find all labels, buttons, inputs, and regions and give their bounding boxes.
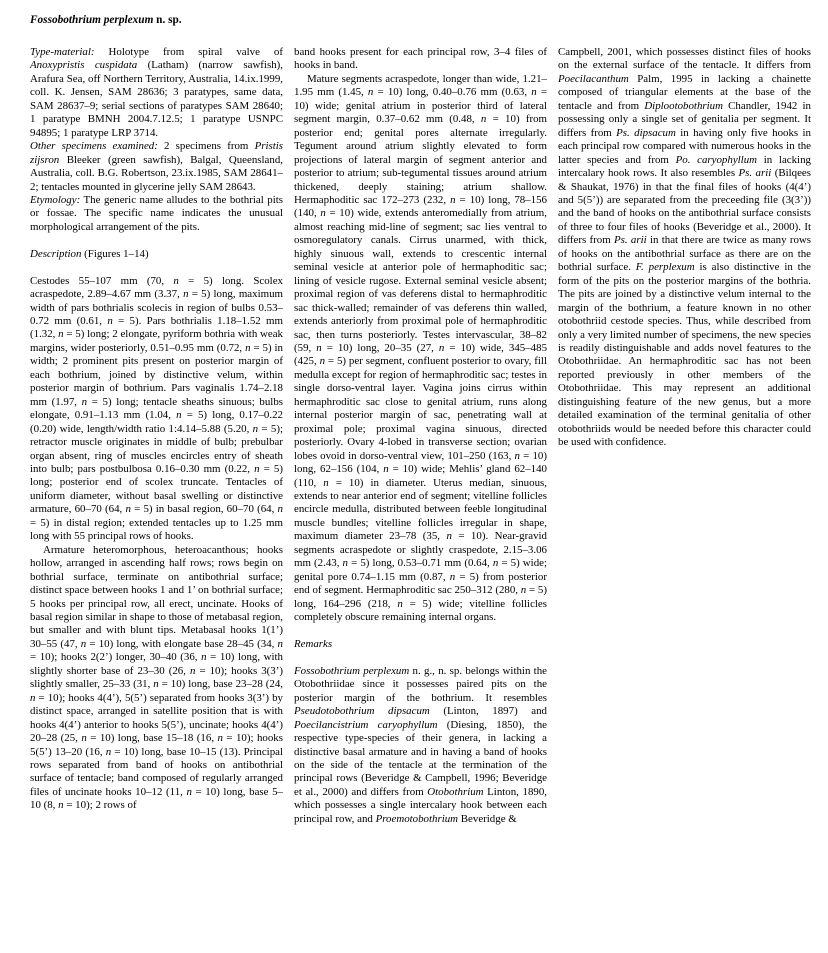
paragraph-remarks-1: Fossobothrium perplexum n. g., n. sp. belongs within the Otobothriidae since it possesses paired pits on the posterior margin of the bothrium. It resembles Pseudotobothrium dipsacum (Linton, 1897) and Poecilancistrium caryophyllum (Diesing, 1850), the respective type-species of their genera, in lacking a distinctive basal armature and in having a band of hooks on the side of the tentacle at the termination of the principal rows (Beveridge & Campbell, 1996; Beveridge et al., 2000) and differs from Otobothrium Linton, 1890, which possesses a single intercalary hook between each principal row, and Proemotobothrium Beveridge & [294, 664, 548, 825]
paragraph-type-material: Type-material: Holotype from spiral valve of Anoxypristis cuspidata (Latham) (narrow sawfish), Arafura Sea, off Northern Territory, Australia, 14.ix.1999, coll. K. Jensen, SAM 28636; 3 paratypes, same data, SAM 28637–9; serial sections of paratypes SAM 28640; 1 paratype BMNH 2004.7.12.5; 1 paratype USNPC 94895; 1 paratype LRP 3714. [30, 46, 283, 139]
paragraph-description-2: Armature heteromorphous, heteroacanthous; hooks hollow, arranged in ascending half rows; rows begin on bothrial surface, terminate on antibothrial surface; distinct space between hooks 1 and 1’ on bothrial surface; 5 hooks per principal row, all erect, uncinate. Hooks of basal region similar in shape to those of metabasal region, but smaller and with blunt tips. Metabasal hooks 1(1’) 30–55 (47, n = 10) long, with elongate base 28–45 (34, n = 10); hooks 2(2’) longer, 30–40 (36, n = 10) long, with slightly shorter base of 23–30 (26, n = 10); hooks 3(3’) slightly smaller, 25–33 (31, n = 10) long, base 23–28 (24, n = 10); hooks 4(4’), 5(5’) separated from hooks 3(3’) by distinct space, arranged in satellite position that is with hooks 4(4’) anterior to hooks 5(5’), uncinate; hooks 4(4’) 20–28 (25, n = 10) long, base 15–18 (16, n = 10); hooks 5(5’) 13–20 (16, n = 10) long, base 10–15 (13). Principal rows separated from band of hooks on antibothrial surface of tentacle; band composed of regularly arranged files of uncinate hooks 10–12 (11, n = 10) long, base 5–10 (8, n = 10); 2 rows of [30, 543, 284, 812]
remarks-heading: Remarks [294, 637, 333, 650]
description-heading: Description (Figures 1–14) [30, 247, 149, 260]
column-2 [294, 46, 547, 826]
column-1 [30, 46, 283, 826]
paragraph-description-1: Cestodes 55–107 mm (70, n = 5) long. Scolex acraspedote, 2.89–4.67 mm (3.37, n = 5) long, maximum width of pars bothrialis scolecis in region of bulbs 0.53–0.72 mm (0.61, n = 5). Pars bothrialis 1.18–1.52 mm (1.32, n = 5) long; 2 elongate, pyriform bothria with weak margins, wider posteriorly, 0.51–0.95 mm (0.72, n = 5) in width; 2 prominent pits present on posterior margin of each bothrium, joined by distinctive velum, within posterior margin of bothrium. Pars vaginalis 1.74–2.18 mm (1.97, n = 5) long; tentacle sheaths sinuous; bulbs elongate, 0.91–1.13 mm (1.04, n = 5) long, 0.17–0.22 (0.20) wide, length/width ratio 1:4.14–5.88 (5.20, n = 5); retractor muscle originates in middle of bulb; prebulbar organ absent, ring of muscles encircles entry of sheath into bulb; pars postbulbosa 0.16–0.30 mm (0.22, n = 5) long; posterior end of scolex truncate. Tentacles of uniform diameter, without basal swelling or distinctive armature, 60–70 (64, n = 5) in basal region, 60–70 (64, n = 5) in distal region; extended tentacles up to 1.25 mm long with 55 principal rows of hooks. [30, 274, 284, 543]
paragraph-description-3: Mature segments acraspedote, longer than wide, 1.21–1.95 mm (1.45, n = 10) long, 0.40–0.76 mm (0.63, n = 10) wide; genital atrium in posterior third of lateral segment margin, 0.37–0.62 mm (0.48, n = 10) from posterior end; genital pores alternate irregularly. Tegument around atrium slightly elevated to form projections of lateral margin of segment anterior and posterior to atrium; sub-tegumental tissues around atrium thickened, deeply staining; atrium shallow. Hermaphoditic sac 172–273 (232, n = 10) long, 78–156 (140, n = 10) wide, extends anteromedially from atrium, almost reaching mid-line of segment; sac lies ventral to osmoregulatory canals. Cirrus unarmed, with thick, highly sinuous wall, extends to crescentic internal seminal vesicle at anterior pole of hermaphoditic sac; lining of vesicle rugose. External seminal vesicle absent; proximal region of vas deferens distal to hermaphroditic sac thick-walled; remainder of vas deferens thin walled, extends anteriorly from proximal pole of hermaphroditic sac, then turns posteriorly. Testes intervascular, 38–82 (59, n = 10) long, 20–35 (27, n = 10) wide, 345–485 (425, n = 5) per segment, confluent posterior to ovary, fill medulla except for region of hermaphroditic sac; testes in single dorso-ventral layer. Vagina joins cirrus within hermaphroditic sac close to genital atrium, runs along internal posterior margin of sac, penetrating wall at proximal pole; proximal vagina sinuous, directed posteriorly. Ovary 4-lobed in transverse section; ovarian lobes ovoid in dorso-ventral view, 101–250 (163, n = 10) long, 62–156 (104, n = 10) wide; Mehlis’ gland 62–140 (110, n = 10) in diameter. Uterus median, sinuous, extends to near anterior end of segment; vitelline follicles encircle medulla, distributed between feeble longitudinal muscle bundles; vitelline follicles irregular in shape, maximum diameter 23–78 (35, n = 10). Near-gravid segments acraspedote or slightly craspedote, 2.15–3.06 mm (2.43, n = 5) long, 0.53–0.71 mm (0.64, n = 5) wide; genital pore 0.74–1.15 mm (0.87, n = 5) from posterior end of segment. Hermaphroditic sac 250–312 (280, n = 5) long, 164–296 (218, n = 5) wide; vitelline follicles completely obscure remaining internal organs. [294, 72, 548, 624]
text-columns [30, 46, 811, 826]
species-title: Fossobothrium perplexum n. sp. [30, 14, 182, 26]
paragraph-other-specimens: Other specimens examined: 2 specimens from Pristis zijsron Bleeker (green sawfish), Balgal, Queensland, Australia, coll. B.G. Robertson, 23.ix.1985, SAM 28641–2; tentacles mounted in glycerine jelly SAM 28643. [30, 140, 284, 193]
paragraph-etymology: Etymology: The generic name alludes to the bothrial pits or fossae. The specific name indicates the unusual morphological arrangement of the pits. [30, 193, 283, 233]
column-3 [558, 46, 811, 826]
paragraph-description-2-continued: band hooks present for each principal row, 3–4 files of hooks in band. [294, 46, 547, 72]
paragraph-remarks-1-continued: Campbell, 2001, which possesses distinct files of hooks on the external surface of the tentacle. It differs from Poecilacanthum Palm, 1995 in lacking a chainette composed of triangular elements at the base of the tentacle and from Diplootobothrium Chandler, 1942 in possessing only a single set of genitalia per segment. It differs from Ps. dipsacum in having only five hooks in each principal row compared with numerous hooks in the latter species and from Po. caryophyllum in lacking intercalary hook rows. It also resembles Ps. arii (Bilqees & Shaukat, 1976) in that the final files of hooks (4(4’) and 5(5’)) are separated from the preceeding file (3(3’)) and the band of hooks on the antibothrial surface consists of three to four files of hooks (Beveridge et al., 2000). It differs from Ps. arii in that there are twice as many rows of hooks on the antibothrial surface as there are on the bothrial surface. F. perplexum is also distinctive in the form of the pits on the posterior margins of the bothria. The pits are joined by a distinctive velum internal to the margin of the bothrium, a feature known in no other otobothriid cestode species. Thus, while described from only a very limited number of specimens, the new species is readily distinguishable and adds novel features to the Otobothriidae. An hermaphroditic sac has not been reported previously in other members of the Otobothriidae. This may represent an additional distinguishing feature of the new genus, but a more detailed examination of the terminal genitalia of other otobothriids would be needed before this character could be used with confidence. [558, 46, 812, 449]
